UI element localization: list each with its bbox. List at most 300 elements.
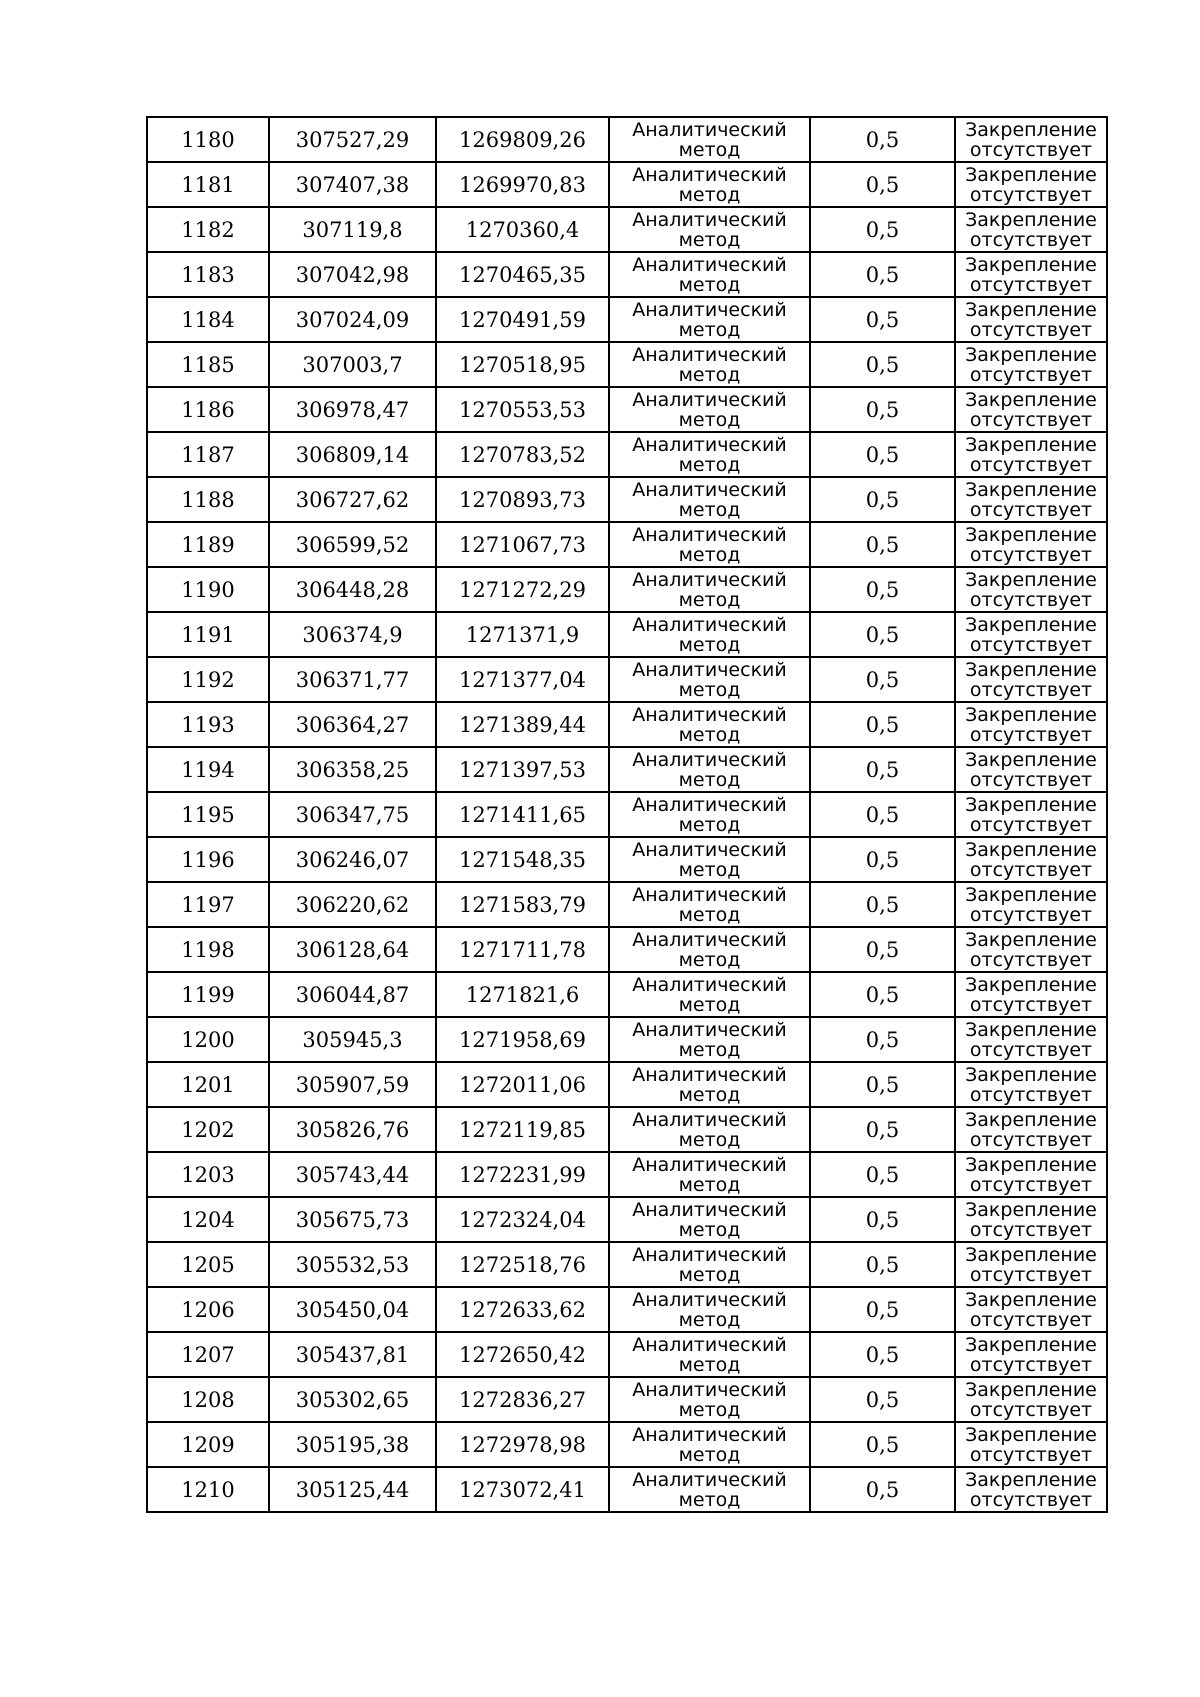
- method-line-2: метод: [678, 1128, 741, 1151]
- y-coordinate-cell: 1271397,53: [436, 747, 609, 792]
- y-coordinate-cell: 1271711,78: [436, 927, 609, 972]
- point-number-cell: 1206: [147, 1287, 269, 1332]
- precision-cell: 0,5: [810, 702, 955, 747]
- method-line-2: метод: [678, 363, 741, 386]
- method-cell: [609, 387, 810, 432]
- y-coordinate-cell: 1271411,65: [436, 792, 609, 837]
- table-row: [147, 882, 1107, 927]
- precision-cell: 0,5: [810, 1107, 955, 1152]
- method-cell: [609, 657, 810, 702]
- fixing-line-2: отсутствует: [969, 1128, 1093, 1151]
- table-row: [147, 1062, 1107, 1107]
- method-cell: [609, 972, 810, 1017]
- method-line-1: Аналитический: [632, 523, 787, 546]
- precision-cell: 0,5: [810, 522, 955, 567]
- fixing-cell: [955, 837, 1107, 882]
- method-cell: [609, 1242, 810, 1287]
- table-row: [147, 972, 1107, 1017]
- fixing-line-2: отсутствует: [969, 228, 1093, 251]
- method-line-1: Аналитический: [632, 568, 787, 591]
- fixing-line-1: Закрепление: [965, 253, 1097, 276]
- fixing-line-2: отсутствует: [969, 1263, 1093, 1286]
- point-number-cell: 1183: [147, 252, 269, 297]
- fixing-line-1: Закрепление: [965, 1198, 1097, 1221]
- method-cell: [609, 1332, 810, 1377]
- method-line-1: Аналитический: [632, 343, 787, 366]
- x-coordinate-cell: 307527,29: [269, 117, 436, 162]
- method-line-2: метод: [678, 768, 741, 791]
- precision-cell: 0,5: [810, 252, 955, 297]
- table-row: [147, 837, 1107, 882]
- method-cell: [609, 1422, 810, 1467]
- method-line-1: Аналитический: [632, 433, 787, 456]
- method-line-1: Аналитический: [632, 1243, 787, 1266]
- fixing-cell: [955, 972, 1107, 1017]
- point-number-cell: 1209: [147, 1422, 269, 1467]
- y-coordinate-cell: 1270553,53: [436, 387, 609, 432]
- fixing-line-2: отсутствует: [969, 138, 1093, 161]
- table-row: [147, 117, 1107, 162]
- point-number-cell: 1195: [147, 792, 269, 837]
- y-coordinate-cell: 1270518,95: [436, 342, 609, 387]
- precision-cell: 0,5: [810, 1377, 955, 1422]
- point-number-cell: 1200: [147, 1017, 269, 1062]
- fixing-line-1: Закрепление: [965, 568, 1097, 591]
- point-number-cell: 1194: [147, 747, 269, 792]
- precision-cell: 0,5: [810, 927, 955, 972]
- table-row: [147, 1377, 1107, 1422]
- method-line-1: Аналитический: [632, 1153, 787, 1176]
- method-cell: [609, 477, 810, 522]
- method-line-1: Аналитический: [632, 748, 787, 771]
- precision-cell: 0,5: [810, 1062, 955, 1107]
- table-row: [147, 1467, 1107, 1512]
- table-row: [147, 1242, 1107, 1287]
- fixing-line-2: отсутствует: [969, 498, 1093, 521]
- point-number-cell: 1184: [147, 297, 269, 342]
- fixing-line-1: Закрепление: [965, 1018, 1097, 1041]
- y-coordinate-cell: 1270360,4: [436, 207, 609, 252]
- x-coordinate-cell: 306599,52: [269, 522, 436, 567]
- fixing-cell: [955, 657, 1107, 702]
- y-coordinate-cell: 1271377,04: [436, 657, 609, 702]
- method-line-2: метод: [678, 858, 741, 881]
- precision-cell: 0,5: [810, 972, 955, 1017]
- method-line-2: метод: [678, 228, 741, 251]
- precision-cell: 0,5: [810, 1467, 955, 1512]
- method-line-2: метод: [678, 138, 741, 161]
- method-line-1: Аналитический: [632, 1108, 787, 1131]
- table-row: [147, 702, 1107, 747]
- point-number-cell: 1210: [147, 1467, 269, 1512]
- method-line-2: метод: [678, 678, 741, 701]
- fixing-line-2: отсутствует: [969, 768, 1093, 791]
- coordinates-table: [146, 116, 1108, 1513]
- method-line-1: Аналитический: [632, 883, 787, 906]
- table-row: [147, 297, 1107, 342]
- fixing-line-1: Закрепление: [965, 793, 1097, 816]
- method-cell: [609, 1197, 810, 1242]
- fixing-line-2: отсутствует: [969, 453, 1093, 476]
- method-line-2: метод: [678, 543, 741, 566]
- point-number-cell: 1191: [147, 612, 269, 657]
- x-coordinate-cell: 305675,73: [269, 1197, 436, 1242]
- fixing-line-2: отсутствует: [969, 1083, 1093, 1106]
- x-coordinate-cell: 306358,25: [269, 747, 436, 792]
- point-number-cell: 1203: [147, 1152, 269, 1197]
- precision-cell: 0,5: [810, 387, 955, 432]
- method-line-2: метод: [678, 1173, 741, 1196]
- method-cell: [609, 747, 810, 792]
- x-coordinate-cell: 306044,87: [269, 972, 436, 1017]
- point-number-cell: 1182: [147, 207, 269, 252]
- fixing-line-2: отсутствует: [969, 903, 1093, 926]
- y-coordinate-cell: 1271958,69: [436, 1017, 609, 1062]
- fixing-cell: [955, 927, 1107, 972]
- method-line-1: Аналитический: [632, 1468, 787, 1491]
- table-row: [147, 927, 1107, 972]
- fixing-line-2: отсутствует: [969, 993, 1093, 1016]
- point-number-cell: 1208: [147, 1377, 269, 1422]
- method-line-2: метод: [678, 948, 741, 971]
- fixing-line-2: отсутствует: [969, 1173, 1093, 1196]
- table-row: [147, 1287, 1107, 1332]
- precision-cell: 0,5: [810, 747, 955, 792]
- table-row: [147, 612, 1107, 657]
- x-coordinate-cell: 306220,62: [269, 882, 436, 927]
- x-coordinate-cell: 306364,27: [269, 702, 436, 747]
- fixing-cell: [955, 117, 1107, 162]
- fixing-line-1: Закрепление: [965, 748, 1097, 771]
- fixing-line-2: отсутствует: [969, 858, 1093, 881]
- y-coordinate-cell: 1271583,79: [436, 882, 609, 927]
- y-coordinate-cell: 1270783,52: [436, 432, 609, 477]
- fixing-line-1: Закрепление: [965, 658, 1097, 681]
- x-coordinate-cell: 305437,81: [269, 1332, 436, 1377]
- fixing-cell: [955, 1377, 1107, 1422]
- point-number-cell: 1188: [147, 477, 269, 522]
- x-coordinate-cell: 306809,14: [269, 432, 436, 477]
- fixing-line-2: отсутствует: [969, 1488, 1093, 1511]
- method-line-1: Аналитический: [632, 658, 787, 681]
- fixing-line-1: Закрепление: [965, 883, 1097, 906]
- method-line-1: Аналитический: [632, 1423, 787, 1446]
- x-coordinate-cell: 305907,59: [269, 1062, 436, 1107]
- fixing-cell: [955, 702, 1107, 747]
- fixing-cell: [955, 1017, 1107, 1062]
- point-number-cell: 1198: [147, 927, 269, 972]
- fixing-cell: [955, 612, 1107, 657]
- method-line-1: Аналитический: [632, 478, 787, 501]
- method-cell: [609, 162, 810, 207]
- table-row: [147, 747, 1107, 792]
- fixing-line-1: Закрепление: [965, 703, 1097, 726]
- y-coordinate-cell: 1270465,35: [436, 252, 609, 297]
- precision-cell: 0,5: [810, 207, 955, 252]
- fixing-line-2: отсутствует: [969, 1308, 1093, 1331]
- precision-cell: 0,5: [810, 1242, 955, 1287]
- fixing-cell: [955, 1287, 1107, 1332]
- y-coordinate-cell: 1271548,35: [436, 837, 609, 882]
- fixing-cell: [955, 882, 1107, 927]
- point-number-cell: 1193: [147, 702, 269, 747]
- precision-cell: 0,5: [810, 477, 955, 522]
- precision-cell: 0,5: [810, 567, 955, 612]
- precision-cell: 0,5: [810, 1197, 955, 1242]
- table-row: [147, 792, 1107, 837]
- fixing-line-1: Закрепление: [965, 1243, 1097, 1266]
- x-coordinate-cell: 307407,38: [269, 162, 436, 207]
- precision-cell: 0,5: [810, 162, 955, 207]
- table-row: [147, 1332, 1107, 1377]
- fixing-line-1: Закрепление: [965, 838, 1097, 861]
- point-number-cell: 1189: [147, 522, 269, 567]
- y-coordinate-cell: 1271272,29: [436, 567, 609, 612]
- fixing-cell: [955, 162, 1107, 207]
- method-line-1: Аналитический: [632, 298, 787, 321]
- fixing-cell: [955, 1242, 1107, 1287]
- table-row: [147, 1017, 1107, 1062]
- method-cell: [609, 1287, 810, 1332]
- method-cell: [609, 117, 810, 162]
- method-line-1: Аналитический: [632, 613, 787, 636]
- y-coordinate-cell: 1272978,98: [436, 1422, 609, 1467]
- y-coordinate-cell: 1272836,27: [436, 1377, 609, 1422]
- method-line-2: метод: [678, 633, 741, 656]
- fixing-cell: [955, 342, 1107, 387]
- table-row: [147, 1422, 1107, 1467]
- fixing-cell: [955, 792, 1107, 837]
- method-line-1: Аналитический: [632, 703, 787, 726]
- method-line-1: Аналитический: [632, 253, 787, 276]
- method-line-1: Аналитический: [632, 163, 787, 186]
- y-coordinate-cell: 1272650,42: [436, 1332, 609, 1377]
- method-line-1: Аналитический: [632, 1378, 787, 1401]
- table-row: [147, 522, 1107, 567]
- method-cell: [609, 1017, 810, 1062]
- fixing-line-2: отсутствует: [969, 678, 1093, 701]
- fixing-line-1: Закрепление: [965, 343, 1097, 366]
- table-row: [147, 1107, 1107, 1152]
- x-coordinate-cell: 306371,77: [269, 657, 436, 702]
- point-number-cell: 1199: [147, 972, 269, 1017]
- y-coordinate-cell: 1270491,59: [436, 297, 609, 342]
- precision-cell: 0,5: [810, 1422, 955, 1467]
- method-cell: [609, 567, 810, 612]
- x-coordinate-cell: 307024,09: [269, 297, 436, 342]
- fixing-line-1: Закрепление: [965, 1423, 1097, 1446]
- method-line-2: метод: [678, 498, 741, 521]
- point-number-cell: 1185: [147, 342, 269, 387]
- point-number-cell: 1207: [147, 1332, 269, 1377]
- fixing-cell: [955, 1152, 1107, 1197]
- y-coordinate-cell: 1271371,9: [436, 612, 609, 657]
- method-line-1: Аналитический: [632, 1063, 787, 1086]
- fixing-line-1: Закрепление: [965, 298, 1097, 321]
- fixing-cell: [955, 1422, 1107, 1467]
- precision-cell: 0,5: [810, 1332, 955, 1377]
- fixing-line-1: Закрепление: [965, 163, 1097, 186]
- method-cell: [609, 252, 810, 297]
- precision-cell: 0,5: [810, 612, 955, 657]
- point-number-cell: 1187: [147, 432, 269, 477]
- precision-cell: 0,5: [810, 882, 955, 927]
- method-cell: [609, 432, 810, 477]
- method-line-1: Аналитический: [632, 208, 787, 231]
- precision-cell: 0,5: [810, 1287, 955, 1332]
- method-line-2: метод: [678, 273, 741, 296]
- fixing-line-2: отсутствует: [969, 363, 1093, 386]
- fixing-cell: [955, 1107, 1107, 1152]
- precision-cell: 0,5: [810, 837, 955, 882]
- fixing-line-2: отсутствует: [969, 1218, 1093, 1241]
- fixing-line-1: Закрепление: [965, 1063, 1097, 1086]
- method-line-2: метод: [678, 1308, 741, 1331]
- fixing-cell: [955, 252, 1107, 297]
- x-coordinate-cell: 305450,04: [269, 1287, 436, 1332]
- method-cell: [609, 882, 810, 927]
- fixing-cell: [955, 1197, 1107, 1242]
- point-number-cell: 1196: [147, 837, 269, 882]
- y-coordinate-cell: 1269809,26: [436, 117, 609, 162]
- table-row: [147, 252, 1107, 297]
- fixing-line-1: Закрепление: [965, 388, 1097, 411]
- method-cell: [609, 1467, 810, 1512]
- x-coordinate-cell: 306128,64: [269, 927, 436, 972]
- fixing-line-2: отсутствует: [969, 1038, 1093, 1061]
- x-coordinate-cell: 306448,28: [269, 567, 436, 612]
- point-number-cell: 1181: [147, 162, 269, 207]
- table-row: [147, 567, 1107, 612]
- method-cell: [609, 207, 810, 252]
- fixing-cell: [955, 567, 1107, 612]
- y-coordinate-cell: 1270893,73: [436, 477, 609, 522]
- fixing-cell: [955, 207, 1107, 252]
- fixing-line-1: Закрепление: [965, 928, 1097, 951]
- method-line-2: метод: [678, 903, 741, 926]
- method-line-2: метод: [678, 453, 741, 476]
- fixing-line-2: отсутствует: [969, 408, 1093, 431]
- fixing-line-2: отсутствует: [969, 273, 1093, 296]
- method-cell: [609, 1377, 810, 1422]
- method-cell: [609, 342, 810, 387]
- point-number-cell: 1190: [147, 567, 269, 612]
- method-line-1: Аналитический: [632, 973, 787, 996]
- method-line-1: Аналитический: [632, 1018, 787, 1041]
- fixing-line-1: Закрепление: [965, 1288, 1097, 1311]
- method-line-2: метод: [678, 588, 741, 611]
- fixing-line-1: Закрепление: [965, 523, 1097, 546]
- table-row: [147, 342, 1107, 387]
- fixing-cell: [955, 1332, 1107, 1377]
- coordinates-table-body: [147, 117, 1107, 1512]
- method-line-2: метод: [678, 1083, 741, 1106]
- method-line-1: Аналитический: [632, 1198, 787, 1221]
- fixing-cell: [955, 1062, 1107, 1107]
- precision-cell: 0,5: [810, 792, 955, 837]
- method-line-2: метод: [678, 408, 741, 431]
- method-line-2: метод: [678, 1443, 741, 1466]
- x-coordinate-cell: 305532,53: [269, 1242, 436, 1287]
- point-number-cell: 1205: [147, 1242, 269, 1287]
- fixing-line-2: отсутствует: [969, 183, 1093, 206]
- method-line-2: метод: [678, 1398, 741, 1421]
- method-line-2: метод: [678, 1218, 741, 1241]
- fixing-line-2: отсутствует: [969, 588, 1093, 611]
- table-row: [147, 162, 1107, 207]
- point-number-cell: 1202: [147, 1107, 269, 1152]
- y-coordinate-cell: 1272119,85: [436, 1107, 609, 1152]
- fixing-line-1: Закрепление: [965, 1468, 1097, 1491]
- method-line-1: Аналитический: [632, 928, 787, 951]
- point-number-cell: 1180: [147, 117, 269, 162]
- method-cell: [609, 297, 810, 342]
- table-row: [147, 432, 1107, 477]
- point-number-cell: 1204: [147, 1197, 269, 1242]
- fixing-line-2: отсутствует: [969, 1443, 1093, 1466]
- fixing-line-1: Закрепление: [965, 433, 1097, 456]
- fixing-cell: [955, 477, 1107, 522]
- method-line-2: метод: [678, 723, 741, 746]
- y-coordinate-cell: 1272324,04: [436, 1197, 609, 1242]
- method-line-2: метод: [678, 1353, 741, 1376]
- x-coordinate-cell: 305195,38: [269, 1422, 436, 1467]
- y-coordinate-cell: 1271389,44: [436, 702, 609, 747]
- precision-cell: 0,5: [810, 1017, 955, 1062]
- method-line-2: метод: [678, 183, 741, 206]
- x-coordinate-cell: 305743,44: [269, 1152, 436, 1197]
- x-coordinate-cell: 305826,76: [269, 1107, 436, 1152]
- fixing-line-2: отсутствует: [969, 723, 1093, 746]
- method-line-2: метод: [678, 1263, 741, 1286]
- x-coordinate-cell: 305945,3: [269, 1017, 436, 1062]
- y-coordinate-cell: 1273072,41: [436, 1467, 609, 1512]
- method-line-1: Аналитический: [632, 793, 787, 816]
- point-number-cell: 1186: [147, 387, 269, 432]
- method-line-2: метод: [678, 1488, 741, 1511]
- precision-cell: 0,5: [810, 117, 955, 162]
- fixing-line-1: Закрепление: [965, 613, 1097, 636]
- method-cell: [609, 522, 810, 567]
- table-row: [147, 477, 1107, 522]
- y-coordinate-cell: 1271067,73: [436, 522, 609, 567]
- fixing-line-2: отсутствует: [969, 543, 1093, 566]
- fixing-line-1: Закрепление: [965, 1108, 1097, 1131]
- fixing-line-1: Закрепление: [965, 1153, 1097, 1176]
- fixing-cell: [955, 432, 1107, 477]
- precision-cell: 0,5: [810, 297, 955, 342]
- x-coordinate-cell: 306374,9: [269, 612, 436, 657]
- fixing-cell: [955, 297, 1107, 342]
- precision-cell: 0,5: [810, 657, 955, 702]
- method-cell: [609, 927, 810, 972]
- method-cell: [609, 1152, 810, 1197]
- fixing-line-2: отсутствует: [969, 1398, 1093, 1421]
- x-coordinate-cell: 307042,98: [269, 252, 436, 297]
- method-cell: [609, 837, 810, 882]
- x-coordinate-cell: 305125,44: [269, 1467, 436, 1512]
- table-row: [147, 1152, 1107, 1197]
- method-cell: [609, 1062, 810, 1107]
- y-coordinate-cell: 1272231,99: [436, 1152, 609, 1197]
- y-coordinate-cell: 1269970,83: [436, 162, 609, 207]
- method-line-1: Аналитический: [632, 388, 787, 411]
- fixing-cell: [955, 387, 1107, 432]
- fixing-line-1: Закрепление: [965, 973, 1097, 996]
- method-cell: [609, 792, 810, 837]
- x-coordinate-cell: 307003,7: [269, 342, 436, 387]
- method-cell: [609, 702, 810, 747]
